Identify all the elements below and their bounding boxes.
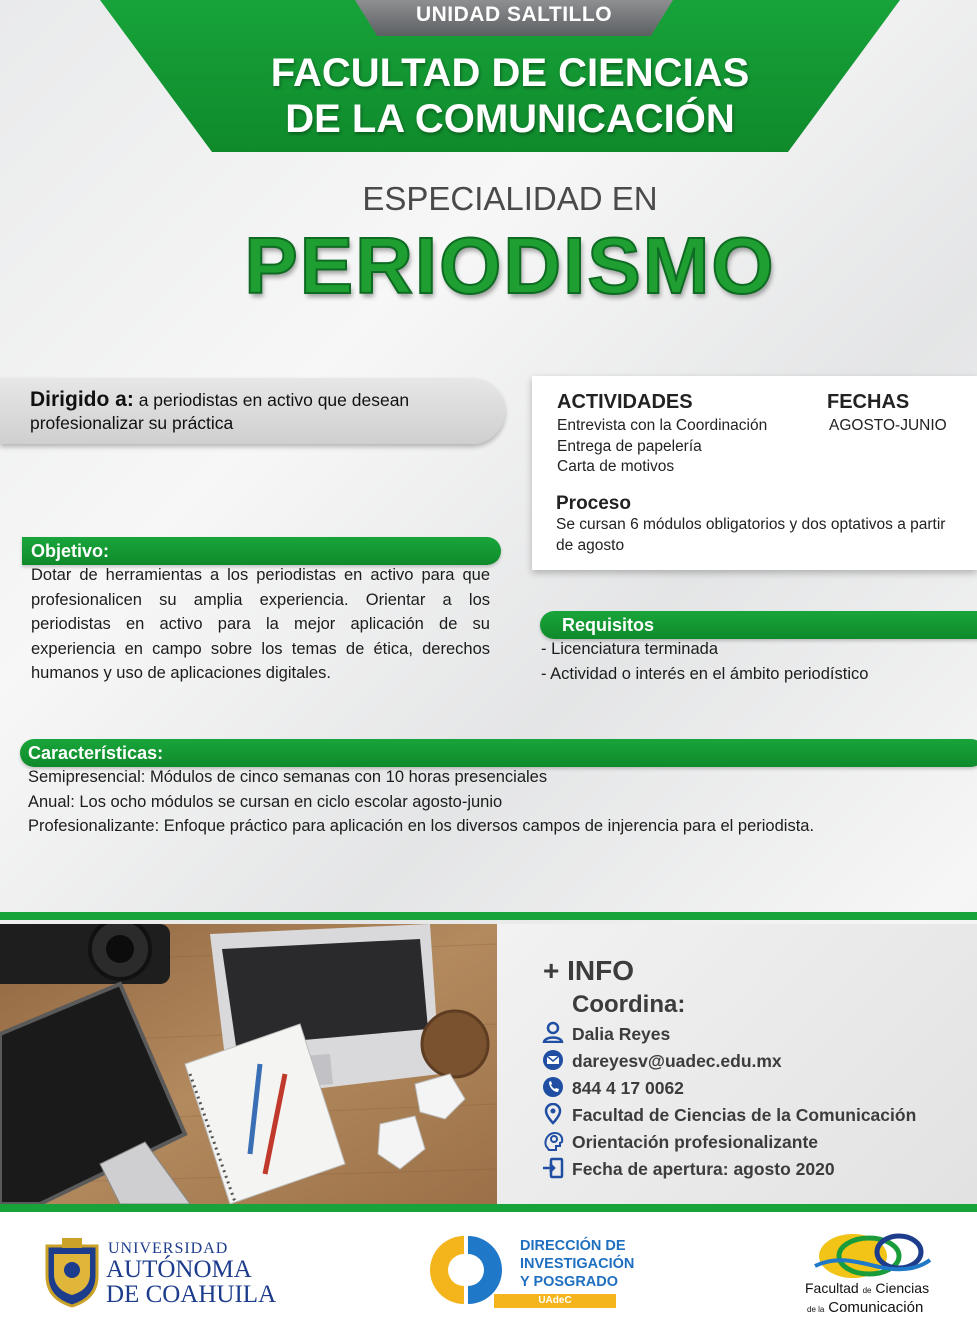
target-audience-label: Dirigido a: — [30, 388, 134, 411]
dip-line2: INVESTIGACIÓN — [520, 1256, 635, 1272]
activity-item: Carta de motivos — [557, 458, 675, 475]
requirements-header — [540, 611, 977, 639]
uadec-line3: DE COAHUILA — [106, 1281, 277, 1308]
uadec-line1: UNIVERSIDAD — [108, 1240, 229, 1257]
dates-title: FECHAS — [827, 391, 910, 413]
objective-text: Dotar de herramientas a los periodistas en activo para que profesionalicen su amplia experiencia. Orientar a los periodistas en activo para la mejor aplicación de su experiencia en campo sobre los temas de ética, derechos humanos y uso de aplicaciones digitales. — [31, 566, 490, 682]
fcc-logo-icon — [805, 1226, 933, 1284]
desk-photo — [0, 924, 497, 1204]
feature-item: Semipresencial: Módulos de cinco semanas con 10 horas presenciales — [28, 768, 548, 786]
fcc-dela: de la — [807, 1305, 825, 1314]
coordinator-label: Coordina: — [572, 991, 686, 1018]
dip-text — [520, 1237, 634, 1291]
mail-icon — [542, 1049, 564, 1071]
activities-title: ACTIVIDADES — [557, 391, 693, 413]
uadec-line2: AUTÓNOMA — [106, 1256, 252, 1283]
desk-illustration — [0, 924, 497, 1204]
activity-item: Entrevista con la Coordinación — [557, 417, 768, 434]
requirement-item: - Licenciatura terminada — [541, 640, 719, 658]
dates-value: AGOSTO-JUNIO — [829, 417, 947, 434]
coordinator-name: Dalia Reyes — [572, 1024, 671, 1044]
features-header — [20, 739, 977, 767]
faculty-title-line2: DE LA COMUNICACIÓN — [285, 97, 735, 141]
opening-date: Fecha de apertura: agosto 2020 — [572, 1159, 835, 1179]
phone-call-icon — [542, 1076, 564, 1098]
uadec-shield-icon — [42, 1236, 102, 1308]
dip-tag: UAdeC — [494, 1294, 616, 1308]
unit-label: UNIDAD SALTILLO — [415, 3, 613, 26]
dip-line3: Y POSGRADO — [520, 1274, 619, 1290]
location-text: Facultad de Ciencias de la Comunicación — [572, 1105, 917, 1125]
fcc-de: de — [862, 1286, 872, 1295]
location-pin-icon — [542, 1103, 564, 1125]
features-list — [28, 765, 968, 839]
target-audience-description: a periodistas en activo que desean profesionalizar su práctica — [30, 390, 410, 433]
requirement-item: - Actividad o interés en el ámbito periodístico — [541, 664, 869, 683]
divider-band — [0, 912, 977, 920]
person-icon — [542, 1021, 564, 1043]
orientation-text: Orientación profesionalizante — [572, 1132, 819, 1152]
activities-list — [557, 416, 767, 478]
process-title: Proceso — [556, 493, 631, 514]
features-title: Características: — [28, 743, 164, 763]
target-audience-text — [30, 388, 500, 435]
login-arrow-icon — [542, 1157, 564, 1179]
requirements-title: Requisitos — [562, 615, 655, 635]
fcc-text — [805, 1280, 929, 1318]
specialty-label: ESPECIALIDAD EN — [362, 180, 658, 217]
fcc-line2: Comunicación — [828, 1299, 924, 1316]
info-title: + INFO — [543, 955, 635, 986]
dip-line1: DIRECCIÓN DE — [520, 1238, 626, 1254]
objective-title: Objetivo: — [31, 541, 110, 561]
camera-icon — [0, 924, 170, 984]
faculty-title — [170, 50, 850, 142]
activity-item: Entrega de papelería — [557, 437, 702, 455]
fcc-line1: Facultad — [805, 1280, 859, 1296]
coaster-icon — [422, 1011, 488, 1077]
feature-item: Profesionalizante: Enfoque práctico para aplicación en los diversos campos de injerencia para el periodista. — [28, 817, 815, 835]
program-title: PERIODISMO — [244, 221, 776, 310]
feature-item: Anual: Los ocho módulos se cursan en ciclo escolar agosto-junio — [28, 792, 503, 811]
process-text: Se cursan 6 módulos obligatorios y dos optativos a partir de agosto — [556, 516, 946, 554]
coordinator-phone[interactable]: 844 4 17 0062 — [572, 1078, 684, 1098]
head-gear-icon — [542, 1130, 564, 1152]
fcc-line1b: Ciencias — [875, 1280, 930, 1296]
objective-header — [22, 537, 501, 565]
coordinator-email[interactable]: dareyesv@uadec.edu.mx — [572, 1051, 782, 1071]
divider-band-bottom — [0, 1204, 977, 1212]
faculty-title-line1: FACULTAD DE CIENCIAS — [270, 51, 750, 95]
requirements-list — [541, 637, 868, 686]
